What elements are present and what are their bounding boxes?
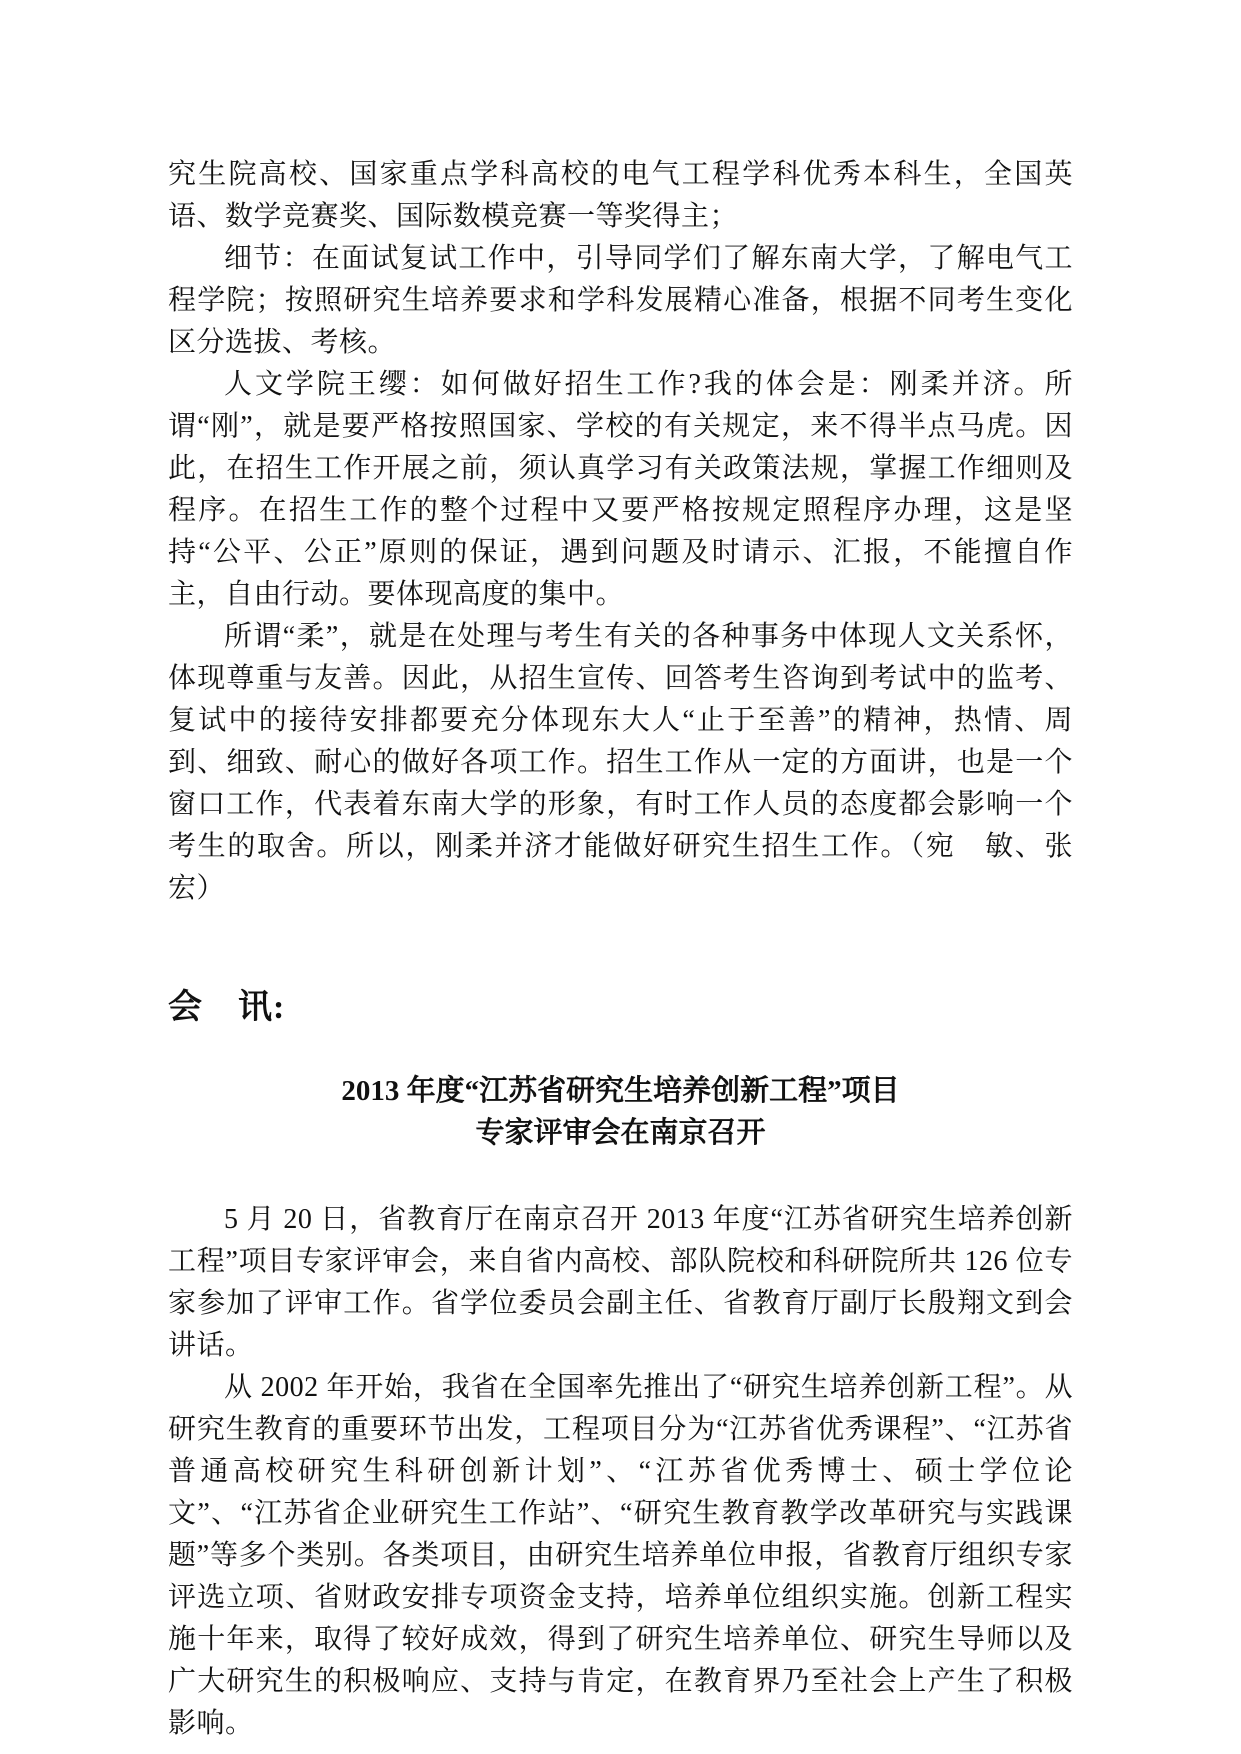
paragraph-conference-meeting: 5 月 20 日，省教育厅在南京召开 2013 年度“江苏省研究生培养创新工程”项目专家评审会，来自省内高校、部队院校和科研院所共 126 位专家参加了评审工作。省学位委员会副主任、省教育厅副厅长殷翔文到会讲话。 <box>168 1204 1073 1361</box>
section-heading-huixun: 会 讯: <box>168 989 286 1026</box>
paragraph-conference-project: 从 2002 年开始，我省在全国率先推出了“研究生培养创新工程”。从研究生教育的重要环节出发，工程项目分为“江苏省优秀课程”、“江苏省普通高校研究生科研创新计划”、“江苏省优秀博士、硕士学位论文”、“江苏省企业研究生工作站”、“研究生教育教学改革研究与实践课题”等多个类别。各类项目，由研究生培养单位申报，省教育厅组织专家评选立项、省财政安排专项资金支持，培养单位组织实施。创新工程实施十年来，取得了较好成效，得到了研究生培养单位、研究生导师以及广大研究生的积极响应、支持与肯定，在教育界乃至社会上产生了积极影响。 <box>168 1372 1073 1739</box>
article-title-line1: 2013 年度“江苏省研究生培养创新工程”项目 <box>341 1075 900 1107</box>
paragraph-admissions-details: 细节：在面试复试工作中，引导同学们了解东南大学，了解电气工程学院；按照研究生培养要求和学科发展精心准备，根据不同考生变化区分选拔、考核。 <box>168 243 1073 358</box>
paragraph-wangying-rou: 所谓“柔”，就是在处理与考生有关的各种事务中体现人文关系怀，体现尊重与友善。因此，从招生宣传、回答考生咨询到考试中的监考、复试中的接待安排都要充分体现东大人“止于至善”的精神，热情、周到、细致、耐心的做好各项工作。招生工作从一定的方面讲，也是一个窗口工作，代表着东南大学的形象，有时工作人员的态度都会影响一个考生的取舍。所以，刚柔并济才能做好研究生招生工作。（宛 敏、张 宏） <box>168 621 1102 904</box>
paragraph-wangying-gang: 人文学院王缨：如何做好招生工作?我的体会是：刚柔并济。所谓“刚”，就是要严格按照国家、学校的有关规定，来不得半点马虎。因此，在招生工作开展之前，须认真学习有关政策法规，掌握工作细则及程序。在招生工作的整个过程中又要严格按规定照程序办理，这是坚持“公平、公正”原则的保证，遇到问题及时请示、汇报，不能擅自作主，自由行动。要体现高度的集中。 <box>168 369 1073 610</box>
article-title-line2: 专家评审会在南京召开 <box>475 1117 766 1149</box>
document-content <box>168 154 1102 1745</box>
paragraph-admissions-continuation: 究生院高校、国家重点学科高校的电气工程学科优秀本科生，全国英语、数学竞赛奖、国际数模竞赛一等奖得主； <box>168 159 1073 232</box>
article-title <box>168 1070 1073 1154</box>
